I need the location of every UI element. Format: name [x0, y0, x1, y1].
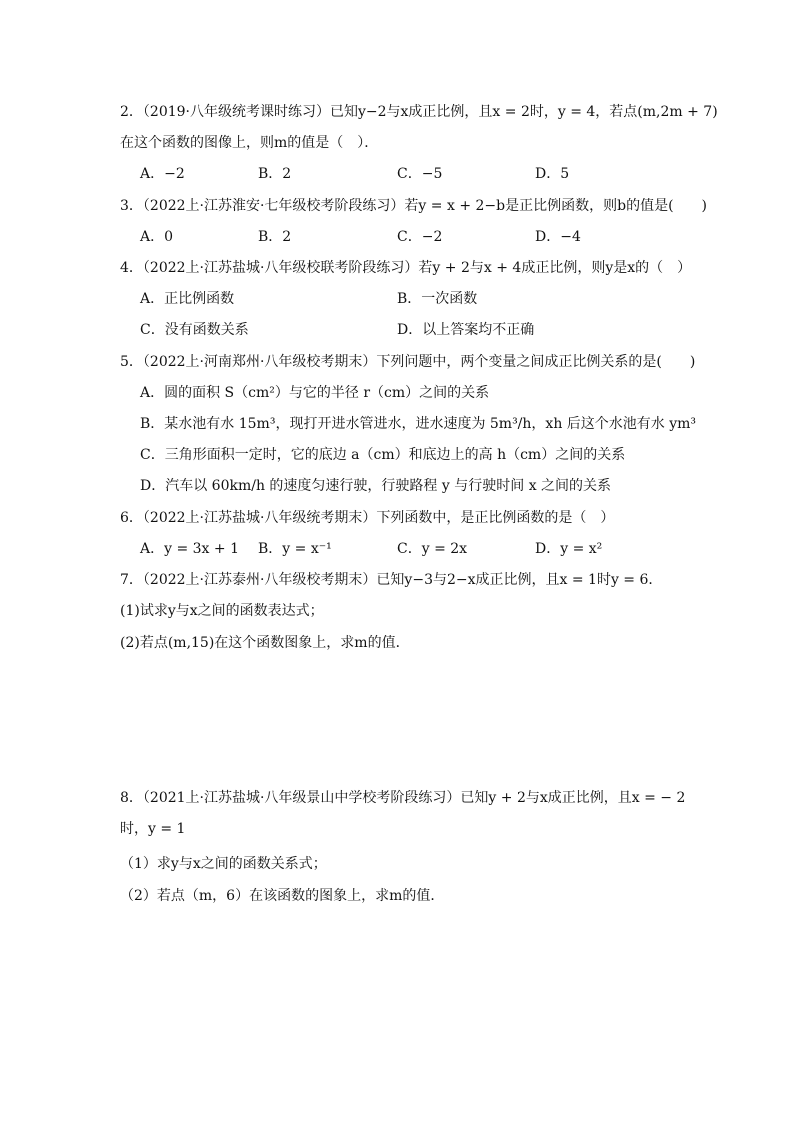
question-7-stem: 7．（2022上·江苏泰州·八年级校考期末）已知y−3与2−x成正比例，且x = 1时y = 6． [120, 572, 663, 588]
question-8-part-2: （2）若点（m，6）在该函数的图象上，求m的值． [120, 888, 445, 904]
question-7-part-2: (2)若点(m,15)在这个函数图象上，求m的值． [120, 635, 410, 651]
question-3-option-b: B．2 [258, 229, 292, 245]
question-4-option-b: B．一次函数 [397, 291, 478, 307]
question-3-stem: 3．（2022上·江苏淮安·七年级校考阶段练习）若y = x + 2−b是正比例函数，则b的值是( ) [120, 198, 707, 214]
question-2-option-c: C．−5 [397, 166, 443, 182]
question-4-option-d: D．以上答案均不正确 [397, 322, 535, 338]
question-3-option-a: A．0 [140, 229, 174, 245]
question-6-option-a: A．y = 3x + 1 [140, 541, 239, 557]
question-5-option-a: A．圆的面积 S（cm²）与它的半径 r（cm）之间的关系 [140, 385, 490, 401]
question-5-stem: 5．（2022上·河南郑州·八年级校考期末）下列问题中，两个变量之间成正比例关系的是( ) [120, 354, 696, 370]
question-2-stem: 2．（2019·八年级统考课时练习）已知y−2与x成正比例，且x = 2时，y = 4，若点(m,2m + 7) [120, 104, 718, 120]
question-2-option-d: D．5 [535, 166, 570, 182]
question-2-option-a: A．−2 [140, 166, 185, 182]
question-4-option-a: A．正比例函数 [140, 291, 235, 307]
question-4-stem: 4．（2022上·江苏盐城·八年级校联考阶段练习）若y + 2与x + 4成正比例，则y是x的（ ） [120, 260, 692, 276]
question-8-part-1: （1）求y与x之间的函数关系式； [120, 856, 327, 872]
question-3-option-d: D．−4 [535, 229, 581, 245]
question-2-stem-continued: 在这个函数的图像上，则m的值是（ ）． [120, 135, 379, 151]
question-6-option-d: D．y = x² [535, 541, 603, 557]
question-6-option-b: B．y = x⁻¹ [258, 541, 332, 557]
question-6-stem: 6．（2022上·江苏盐城·八年级统考期末）下列函数中，是正比例函数的是（ ） [120, 510, 615, 526]
question-5-option-b: B．某水池有水 15m³，现打开进水管进水，进水速度为 5m³/h，xh 后这个水池有水 ym³ [140, 416, 697, 432]
question-5-option-d: D．汽车以 60km/h 的速度匀速行驶，行驶路程 y 与行驶时间 x 之间的关系 [140, 478, 612, 494]
question-5-option-c: C．三角形面积一定时，它的底边 a（cm）和底边上的高 h（cm）之间的关系 [140, 447, 626, 463]
question-8-stem: 8．（2021上·江苏盐城·八年级景山中学校考阶段练习）已知y + 2与x成正比例，且x = − 2 [120, 790, 686, 806]
question-3-option-c: C．−2 [397, 229, 443, 245]
question-8-stem-continued: 时，y = 1 [120, 821, 186, 837]
question-7-part-1: (1)试求y与x之间的函数表达式； [120, 603, 324, 619]
question-2-option-b: B．2 [258, 166, 292, 182]
question-6-option-c: C．y = 2x [397, 541, 468, 557]
question-4-option-c: C．没有函数关系 [140, 322, 249, 338]
